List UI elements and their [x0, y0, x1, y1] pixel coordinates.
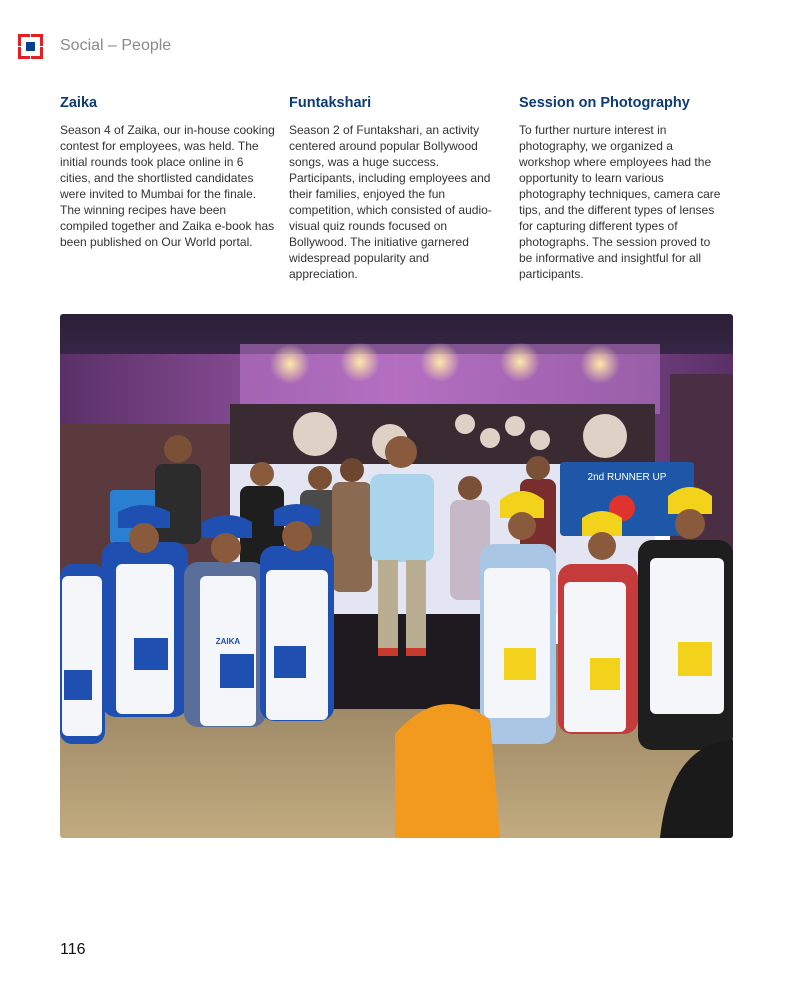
funtakshari-column: [289, 94, 494, 282]
event-photo-illustration: [60, 314, 733, 838]
photography-body: To further nurture interest in photography, we organized a workshop where employees had the opportunity to learn various photography techniques, camera care tips, and the different types of lenses for capturing different types of photographs. The session proved to be informative and insightful for all participants.: [519, 123, 721, 281]
zaika-heading: Zaika: [60, 95, 98, 111]
page-header: [18, 33, 171, 59]
yellow-team: [480, 487, 733, 750]
hdfc-bank-logo: [18, 34, 43, 59]
apron-text: ZAIKA: [215, 637, 241, 646]
runner-up-screen-text: 2nd RUNNER UP: [587, 472, 667, 483]
zaika-column: [60, 94, 275, 250]
funtakshari-body: Season 2 of Funtakshari, an activity centered around popular Bollywood songs, was a huge success. Participants, including employees and their families, enjoyed the fun competition, which consisted of audio-visual quiz rounds focused on Bollywood. The initiative garnered widespread popularity and appreciation.: [289, 123, 492, 281]
zaika-body: Season 4 of Zaika, our in-house cooking contest for employees, was held. The initial rounds took place online in 6 cities, and the shortlisted candidates were invited to Mumbai for the finale. The winning recipes have been compiled together and Zaika e-book has been published on Our World portal.: [60, 123, 275, 249]
section-label: Social – People: [60, 37, 172, 54]
event-photo: [60, 314, 733, 838]
photography-heading: Session on Photography: [519, 95, 690, 111]
page-number: 116: [60, 941, 86, 958]
photography-column: [519, 94, 724, 282]
funtakshari-heading: Funtakshari: [289, 95, 372, 111]
